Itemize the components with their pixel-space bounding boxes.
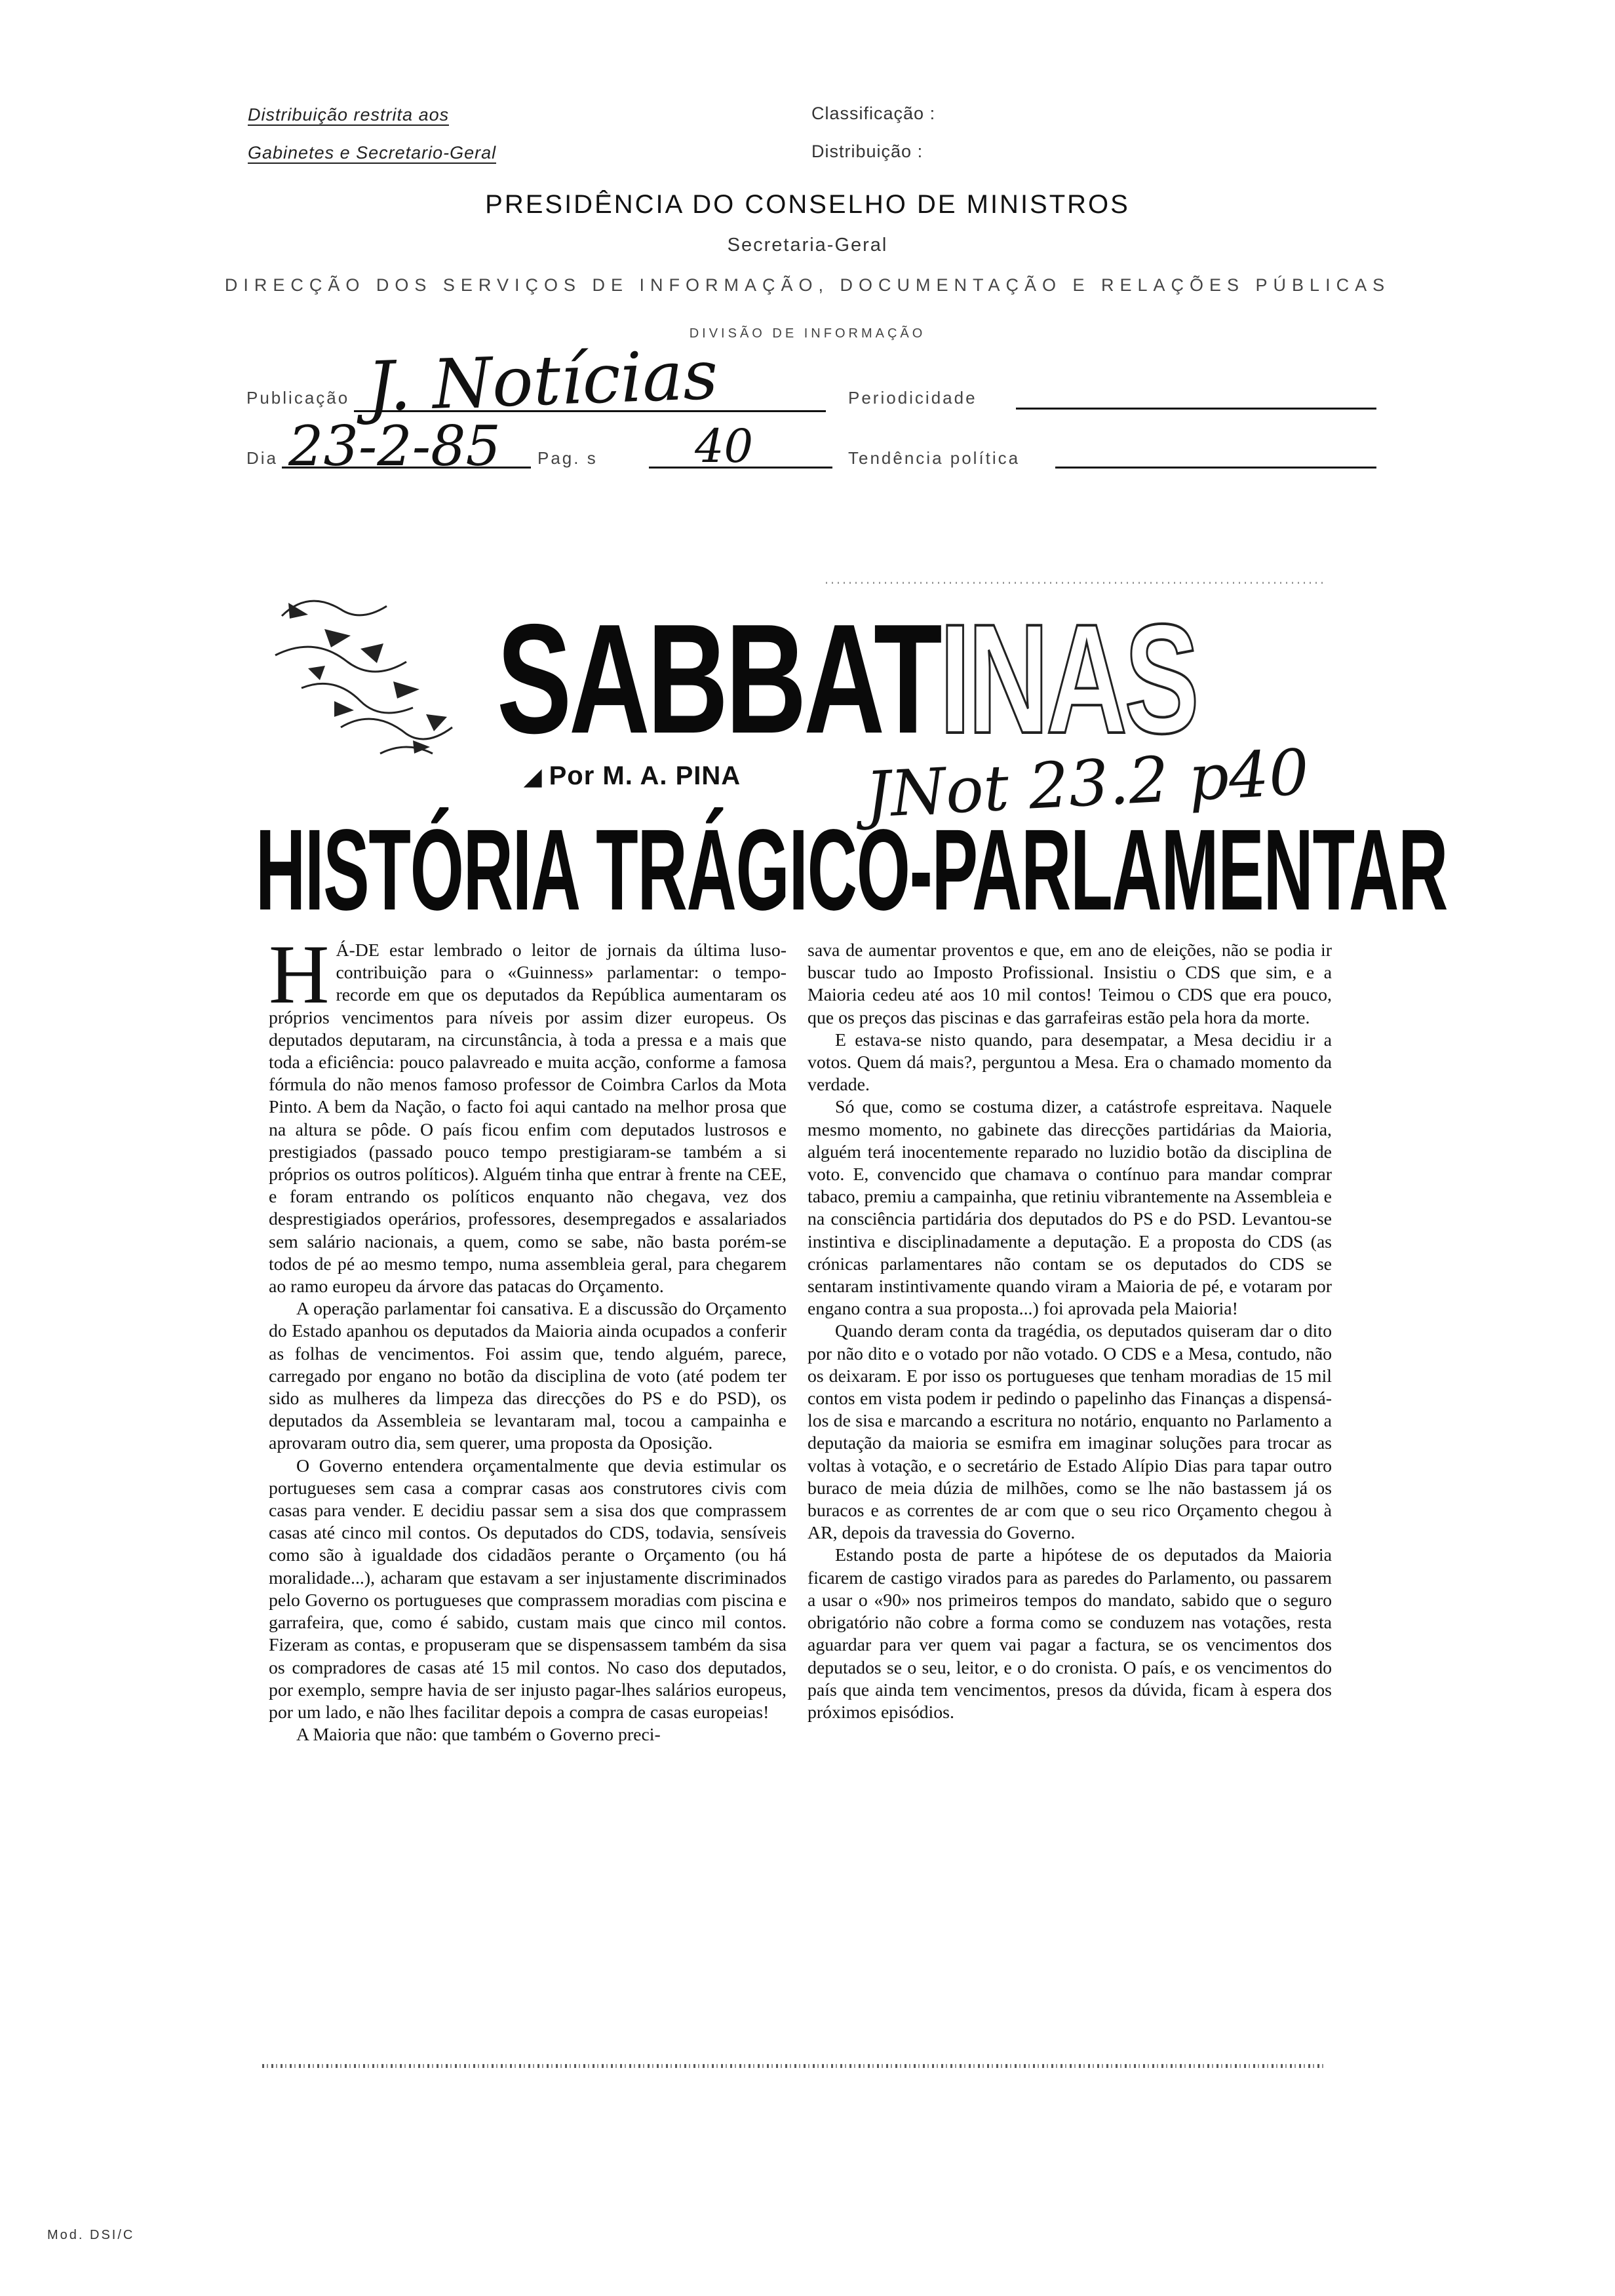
date-value: 23-2-85 [288, 414, 501, 478]
drop-cap: H [269, 928, 330, 1021]
column-masthead [497, 592, 1197, 766]
distribution-note-line1: Distribuição restrita aos [248, 105, 450, 124]
date-line [282, 467, 531, 469]
scan-noise-bottom [262, 2064, 1324, 2068]
form-code: Mod. DSI/C [47, 2228, 135, 2242]
byline: ◢ Por M. A. PINA [524, 761, 741, 790]
division-title: DIVISÃO DE INFORMAÇÃO [689, 326, 926, 341]
paragraph: Quando deram conta da tragédia, os deputados quiseram dar o dito por não dito e o votado por não votado. O CDS e a Mesa, contudo, não os deixaram. E por isso os portugueses que tenham moradias de 15 mil contos em vista podem ir pedindo o papelinho das Finanças a dispensá-los de sisa e marcando a escritura no notário, enquanto no Parlamento a deputação da maioria se esmifra em imaginar soluções para trocar as voltas à votação, e o secretário de Estado Alípio Dias para tapar outro buraco de meia dúzia de milhões, como se lhe não bastassem já os buracos e as correntes de ar com que o seu rico Orçamento chegou à AR, depois da travessia do Governo. [808, 1321, 1332, 1544]
paragraph: A operação parlamentar foi cansativa. E a discussão do Orçamento do Estado apanhou os deputados da Maioria ainda ocupados a conferir as folhas de vencimentos. Foi assim que, tendo alguém, parece, carregado por engano no botão da disciplina de voto (até podem ter sido as mulheres da limpeza das direcções do PS e do PSD), os deputados da Assembleia se levantaram mal, tocou a campainha e aprovaram outro dia, sem querer, uma proposta da Oposição. [269, 1299, 787, 1454]
article-headline: HISTÓRIA TRÁGICO-PARLAMENTAR [256, 806, 1448, 934]
page-line [649, 467, 832, 469]
date-label: Dia [246, 448, 279, 468]
paragraph: Estando posta de parte a hipótese de os deputados da Maioria ficarem de castigo virados para as paredes do Parlamento, ou passarem a usar o «90» nos primeiros tempos do mandato, sabido que o seguro obrigatório não cobre a forma como se conduzem nas votações, resta aguardar para ver quem vai pagar a factura, se os vencimentos dos deputados se o seu, leitor, e o do cronista. O país, e os vencimentos do país que ainda tem vencimentos, presos da dúvida, ficam à espera dos próximos episódios. [808, 1545, 1332, 1723]
article-column-1 [269, 928, 787, 1746]
publication-line [354, 410, 826, 412]
paragraph: O Governo entendera orçamentalmente que devia estimular os portugueses sem casa a comprar casas aos construtores civis com casas para vender. E decidiu passar sem a sisa dos que comprassem casas até cinco mil contos. Os deputados do CDS, todavia, sensíveis como são à igualdade dos cidadãos perante o Orçamento (ou há moralidade...), acharam que estavam a ser injustamente discriminados pelo Governo os portugueses que comprassem moradias com piscina e garrafeira, que, como é sabido, custam mais que cinco mil contos. Fizeram as contas, e propuseram que se dispensassem também da sisa os compradores de casas até 15 mil contos. No caso dos deputados, por exemplo, sempre havia de ser injusto pagar-lhes salários europeus, por um lado, e não lhes facilitar depois a compra de casas europeias! [269, 1455, 787, 1723]
political-tendency-label: Tendência política [848, 448, 1021, 468]
political-tendency-line [1055, 467, 1376, 469]
publication-value: J. Notícias [366, 334, 720, 427]
paragraph: E estava-se nisto quando, para desempatar, a Mesa decidiu ir a votos. Quem dá mais?, perguntou a Mesa. Era o chamado momento da verdade. [808, 1029, 1332, 1096]
secretariat-title: Secretaria-Geral [727, 235, 888, 256]
presidency-title: PRESIDÊNCIA DO CONSELHO DE MINISTROS [485, 190, 1130, 219]
paragraph: A Maioria que não: que também o Governo preci- [296, 1725, 661, 1746]
paragraph: Só que, como se costuma dizer, a catástrofe espreitava. Naquele mesmo momento, no gabinete das direcções partidárias da Maioria, alguém terá inocentemente reparado no luzidio botão da disciplina de voto. E, convencido que chamava o contínuo para mandar comprar tabaco, premiu a campainha, que retiniu vibrantemente na Assembleia e na consciência partidária dos deputados do PS e do PSD. Levantou-se instintiva e disciplinadamente a deputação. E a proposta do CDS (as crónicas parlamentares não contam se os deputados do CDS se sentaram instintivamente quando viram a Maioria de pé, e votaram por engano contra a sua proposta...) foi aprovada pela Maioria! [808, 1097, 1332, 1320]
distribution-note-line2: Gabinetes e Secretario-Geral [248, 143, 497, 163]
masthead-outline: INAS [939, 592, 1197, 766]
masthead-solid: SABBAT [497, 592, 940, 766]
scan-noise-top [826, 582, 1324, 584]
bird-illustration [262, 577, 511, 773]
periodicity-label: Periodicidade [848, 388, 977, 408]
paragraph: sava de aumentar proventos e que, em ano de eleições, não se podia ir buscar tudo ao Imposto Profissional. Insistiu o CDS que sim, e a Maioria cedeu até aos 10 mil contos! Teimou o CDS que era pouco, que os preços das piscinas e das garrafeiras estão pela hora da morte. [808, 940, 1332, 1028]
directorate-title: DIRECÇÃO DOS SERVIÇOS DE INFORMAÇÃO, DOCUMENTAÇÃO E RELAÇÕES PÚBLICAS [224, 275, 1391, 295]
publication-label: Publicação [246, 388, 350, 408]
page-label: Pag. s [537, 448, 598, 468]
distribution-label: Distribuição : [811, 142, 924, 161]
article-column-2 [808, 940, 1332, 1724]
paragraph: H Á-DE estar lembrado o leitor de jornais da última luso-contribuição para o «Guinness» parlamentar: o tempo-recorde em que os deputados da República aumentaram os próprios vencimentos para níveis por assim dizer europeus. Os deputados deputaram, na circunstância, à toda a pressa e a mais que toda a eficiência: pouco palavreado e muita acção, conforme a famosa fórmula do não menos famoso professor de Coimbra Carlos da Mota Pinto. A bem da Nação, o facto foi aqui cantado na melhor prosa que na altura se pôde. O país ficou enfim com deputados lustrosos e prestigiados (passado pouco tempo prestigiaram-se também a si próprios os outros políticos). Alguém tinha que entrar à frente na CEE, e foram entrando os políticos enquanto não chegava, vez dos desprestigiados operários, professores, desempregados e assalariados sem salário nacionais, a quem, como se sabe, não basta porém-se todos de pé ao mesmo tempo, numa assembleia geral, para chegarem ao ramo europeu da árvore das patacas do Orçamento. [269, 928, 787, 1297]
periodicity-line [1016, 408, 1376, 410]
handwritten-reference: JNot 23.2 p40 [863, 735, 1311, 832]
classification-label: Classificação : [811, 104, 936, 123]
page-value: 40 [695, 419, 754, 473]
